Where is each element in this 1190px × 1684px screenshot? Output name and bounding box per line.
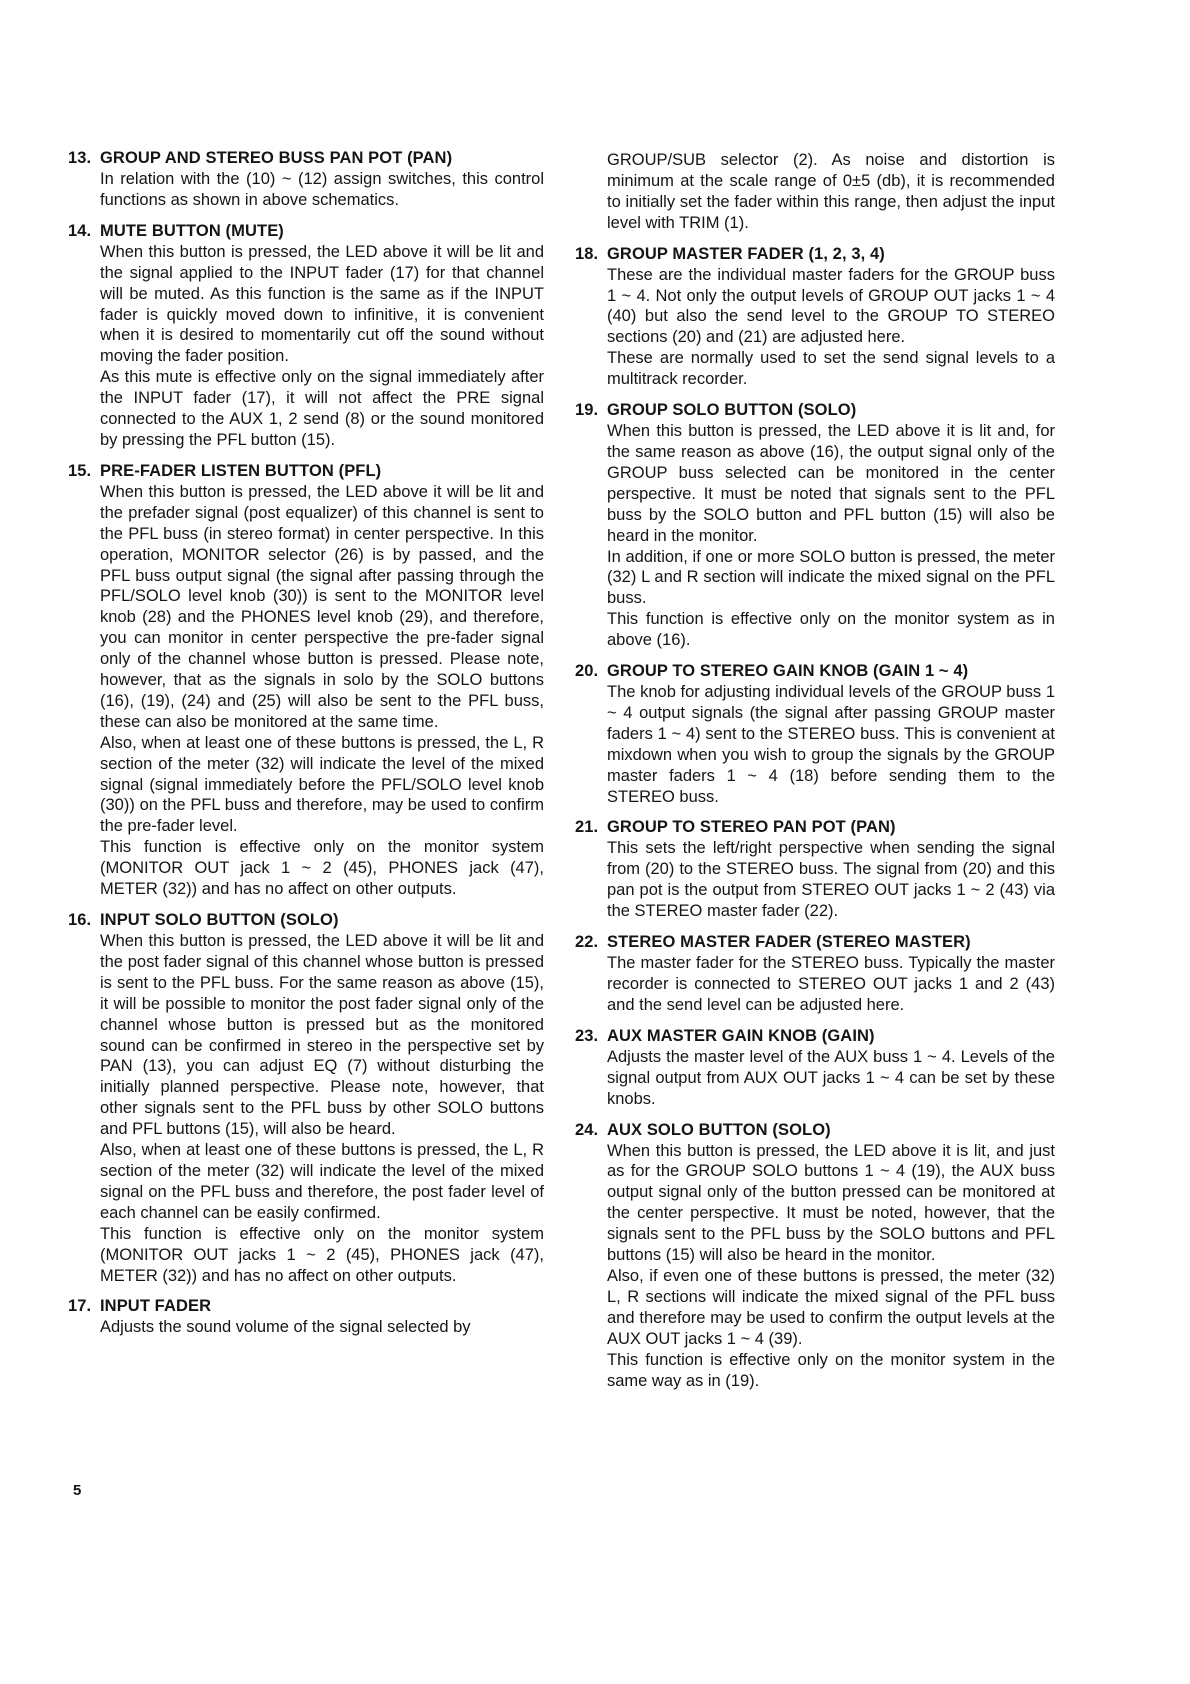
section-paragraph: In addition, if one or more SOLO button is pressed, the meter (32) L and R section will indicate the mixed signal on the PFL buss. [607,547,1055,608]
section-23 [575,1026,1055,1110]
section-paragraph: Also, if even one of these buttons is pressed, the meter (32) L, R sections will indicate the mixed signal of the PFL buss and therefore may be used to confirm the output levels at the AUX OUT jacks 1 ~ 4 (39). [607,1266,1055,1348]
section-heading [68,461,544,482]
section-number: 23. [575,1026,599,1045]
section-20 [575,661,1055,807]
section-heading [575,400,1055,421]
page-number: 5 [73,1482,82,1499]
section-number: 18. [575,244,599,263]
section-title: PRE-FADER LISTEN BUTTON (PFL) [100,461,382,480]
section-number: 13. [68,149,92,167]
section-heading [575,817,1055,838]
section-heading [575,932,1055,953]
section-paragraph: This function is effective only on the monitor system (MONITOR OUT jack 1 ~ 2 (45), PHONES jack (47), METER (32)) and has no affect on other outputs. [100,838,544,899]
section-18 [575,244,1055,390]
section-title: INPUT SOLO BUTTON (SOLO) [100,911,339,929]
section-14 [68,221,544,451]
section-paragraph: The master fader for the STEREO buss. Typically the master recorder is connected to STEREO OUT jacks 1 and 2 (43) and the send level can be adjusted here. [607,954,1055,1014]
section-title: GROUP AND STEREO BUSS PAN POT (PAN) [100,149,453,167]
right-column [575,150,1055,1401]
section-paragraph: This sets the left/right perspective when sending the signal from (20) to the STEREO buss. The signal from (20) and this pan pot is the output from STEREO OUT jacks 1 ~ 2 (43) via the STEREO master fader (22). [607,839,1055,921]
section-title: GROUP SOLO BUTTON (SOLO) [607,401,857,420]
section-paragraph: When this button is pressed, the LED above it will be lit and the prefader signal (post equalizer) of this channel is sent to the PFL buss (in stereo format) in center perspective. In this operation, MONITOR selector (26) is by passed, and the PFL buss output signal (the signal after passing through the PFL/SOLO level knob (30)) is sent to the MONITOR level knob (28) and the PHONES level knob (29), and therefore, you can monitor in center perspective the pre-fader signal only of the channel whose button is pressed. Please note, however, that as the signals in solo by the SOLO buttons (16), (19), (24) and (25) will also be sent to the PFL buss, these can also be monitored at the same time. [100,482,544,731]
section-number: 19. [575,401,599,420]
section-22 [575,932,1055,1016]
section-title: GROUP MASTER FADER (1, 2, 3, 4) [607,244,885,263]
section-title: AUX SOLO BUTTON (SOLO) [607,1120,831,1139]
section-heading [575,244,1055,265]
section-title: GROUP TO STEREO GAIN KNOB (GAIN 1 ~ 4) [607,662,969,681]
section-24 [575,1120,1055,1392]
section-title: AUX MASTER GAIN KNOB (GAIN) [607,1026,875,1045]
section-number: 17. [68,1297,92,1316]
section-title: GROUP TO STEREO PAN POT (PAN) [607,818,896,837]
section-heading [68,910,544,931]
section-21 [575,817,1055,922]
section-paragraph: Adjusts the master level of the AUX buss 1 ~ 4. Levels of the signal output from AUX OUT jacks 1 ~ 4 can be set by these knobs. [607,1047,1055,1108]
section-19 [575,400,1055,651]
section-title: INPUT FADER [100,1297,212,1316]
section-heading [575,1026,1055,1047]
section-paragraph: When this button is pressed, the LED above it is lit, and just as for the GROUP SOLO buttons 1 ~ 4 (19), the AUX buss output signal only of the button pressed can be monitored at the center perspective. It must be noted, however, that the signals sent to the PFL buss by the SOLO buttons and PFL buttons (15) will also be heard in the monitor. [607,1141,1055,1265]
section-paragraph: This function is effective only on the monitor system (MONITOR OUT jacks 1 ~ 2 (45), PHONES jack (47), METER (32)) and has no affect on other outputs. [100,1224,544,1285]
section-number: 20. [575,662,599,681]
section-paragraph: Adjusts the sound volume of the signal selected by [100,1318,471,1337]
section-heading [68,1296,544,1317]
section-title: MUTE BUTTON (MUTE) [100,221,284,240]
section-number: 24. [575,1120,599,1139]
section-16 [68,910,544,1286]
section-number: 22. [575,933,599,952]
section-13 [68,148,544,211]
section-number: 14. [68,221,92,240]
section-paragraph: Also, when at least one of these buttons is pressed, the L, R section of the meter (32) will indicate the level of the mixed signal (signal immediately before the PFL/SOLO level knob (30)) on the PFL buss and therefore, may be used to confirm the pre-fader level. [100,733,544,836]
section-paragraph: When this button is pressed, the LED above it is lit and, for the same reason as above (16), the output signal only of the GROUP buss selected can be monitored in the center perspective. It must be noted that signals sent to the PFL buss by the SOLO button and PFL button (15) will also be heard in the monitor. [607,422,1055,545]
section-title: STEREO MASTER FADER (STEREO MASTER) [607,933,971,952]
section-17 [68,1296,544,1338]
section-heading [575,1120,1055,1141]
section-paragraph: These are the individual master faders for the GROUP buss 1 ~ 4. Not only the output levels of GROUP OUT jacks 1 ~ 4 (40) but also the send level to the GROUP TO STEREO sections (20) and (21) are adjusted here. [607,265,1055,347]
section-heading [68,148,544,169]
section-number: 15. [68,461,92,480]
section-paragraph: This function is effective only on the monitor system as in above (16). [607,610,1055,650]
section-heading [68,221,544,242]
section-paragraph: The knob for adjusting individual levels of the GROUP buss 1 ~ 4 output signals (the signal after passing GROUP master faders 1 ~ 4) sent to the STEREO buss. This is convenient at mixdown when you wish to group the signals by the GROUP master faders 1 ~ 4 (18) before sending them to the STEREO buss. [607,683,1055,806]
section-number: 21. [575,818,599,837]
section-number: 16. [68,911,92,929]
section-paragraph: In relation with the (10) ~ (12) assign switches, this control functions as shown in above schematics. [100,170,544,209]
section-heading [575,661,1055,682]
section-paragraph: Also, when at least one of these buttons is pressed, the L, R section of the meter (32) will indicate the level of the mixed signal on the PFL buss and therefore, the post fader level of each channel can be easily confirmed. [100,1141,544,1222]
section-paragraph: This function is effective only on the monitor system in the same way as in (19). [607,1350,1055,1390]
left-column [68,148,544,1348]
section-paragraph: When this button is pressed, the LED above it will be lit and the signal applied to the INPUT fader (17) for that channel will be muted. As this function is the same as if the INPUT fader is quickly moved down to infinitive, it is convenient when it is desired to momentarily cut off the sound without moving the fader position. [100,242,544,366]
section-paragraph: These are normally used to set the send signal levels to a multitrack recorder. [607,349,1055,389]
continued-paragraph: GROUP/SUB selector (2). As noise and distortion is minimum at the scale range of 0±5 (db), it is recommended to initially set the fader within this range, then adjust the input level with TRIM (1). [607,151,1055,232]
section-paragraph: As this mute is effective only on the signal immediately after the INPUT fader (17), it will not affect the PRE signal connected to the AUX 1, 2 send (8) or the sound monitored by pressing the PFL button (15). [100,368,544,449]
section-15 [68,461,544,900]
section-paragraph: When this button is pressed, the LED above it will be lit and the post fader signal of this channel whose button is pressed is sent to the PFL buss. For the same reason as above (15), it will be possible to monitor the post fader signal only of the channel whose button is pressed but as the monitored sound can be confirmed in stereo in the perspective set by PAN (13), you can adjust EQ (7) without disturbing the initially planned perspective. Please note, however, that other signals sent to the PFL buss by other SOLO buttons and PFL buttons (15), will also be heard. [100,932,544,1139]
